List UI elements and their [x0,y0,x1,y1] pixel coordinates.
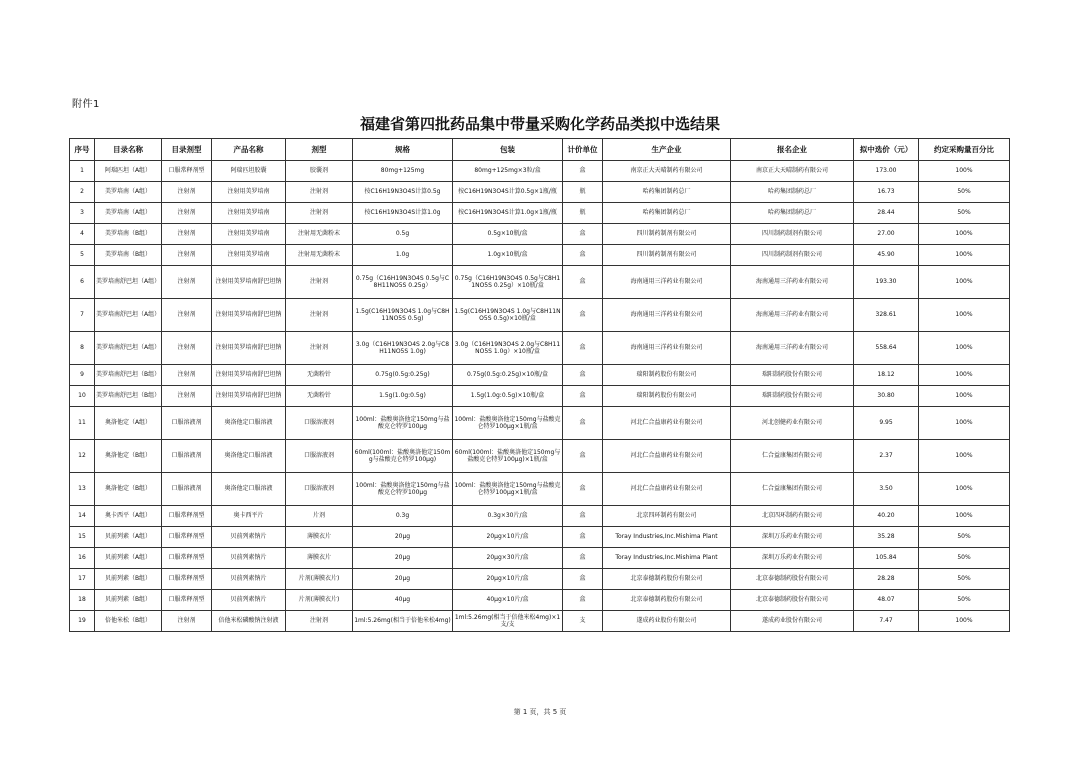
manufacturer-cell: 瑞阳制药股份有限公司 [603,365,731,386]
proposed-price-cell: 328.61 [854,299,919,332]
catalog-name-cell: 倍他米松（B组） [95,611,162,632]
applicant-company-cell: 哈药集团制药总厂 [731,182,854,203]
table-row [70,506,1010,527]
pricing-unit-cell: 盒 [563,473,603,506]
specification-cell: 20μg [353,527,453,548]
table-row [70,203,1010,224]
dosage-form-cell: 注射剂 [286,299,353,332]
dosage-form-cell: 注射剂 [286,182,353,203]
applicant-company-cell: 四川制药制剂有限公司 [731,224,854,245]
manufacturer-cell: 四川制药制剂有限公司 [603,224,731,245]
page-footer: 第 1 页，共 5 页 [513,708,567,716]
manufacturer-cell: 海南通用三洋药业有限公司 [603,299,731,332]
product-name-cell: 注射用美罗培南 [212,224,286,245]
catalog-dosage-form-cell: 注射剂 [162,365,212,386]
pricing-unit-cell: 盒 [563,407,603,440]
specification-cell: 1ml:5.26mg(相当于倍他米松4mg) [353,611,453,632]
dosage-form-cell: 注射用无菌粉末 [286,245,353,266]
specification-cell: 按C16H19N3O4S计算0.5g [353,182,453,203]
table-row [70,182,1010,203]
product-name-cell: 注射用美罗培南 [212,245,286,266]
packaging-cell: 20μg×30片/盒 [453,548,563,569]
catalog-dosage-form-cell: 注射剂 [162,299,212,332]
manufacturer-cell: Toray Industries,Inc.Mishima Plant [603,548,731,569]
manufacturer-cell: 河北仁合益康药业有限公司 [603,473,731,506]
catalog-name-cell: 美罗培南舒巴坦（B组） [95,365,162,386]
specification-cell: 0.75g（C16H19N3O4S 0.5g与C8H11NO5S 0.25g） [353,266,453,299]
dosage-form-cell: 薄膜衣片 [286,548,353,569]
catalog-dosage-form-cell: 口服常释剂型 [162,506,212,527]
dosage-form-cell: 注射剂 [286,332,353,365]
table-row [70,161,1010,182]
agreed-volume-percent-cell: 50% [919,590,1010,611]
row-number-cell: 14 [70,506,95,527]
specification-cell: 20μg [353,569,453,590]
pricing-unit-cell: 盒 [563,569,603,590]
row-number-cell: 9 [70,365,95,386]
dosage-form-cell: 胶囊剂 [286,161,353,182]
agreed-volume-percent-cell: 50% [919,527,1010,548]
row-number-cell: 4 [70,224,95,245]
applicant-company-cell: 仁合益康集团有限公司 [731,440,854,473]
applicant-company-cell: 深圳万乐药业有限公司 [731,527,854,548]
product-name-cell: 贝前列素钠片 [212,548,286,569]
agreed-volume-percent-cell: 100% [919,440,1010,473]
catalog-dosage-form-cell: 注射剂 [162,182,212,203]
specification-cell: 100ml：盐酸奥洛他定150mg与盐酸克仑特罗100μg [353,407,453,440]
catalog-name-cell: 美罗培南（B组） [95,245,162,266]
catalog-dosage-form-cell: 注射剂 [162,386,212,407]
header-cell: 包装 [453,139,563,161]
specification-cell: 0.3g [353,506,453,527]
agreed-volume-percent-cell: 100% [919,473,1010,506]
pricing-unit-cell: 瓶 [563,182,603,203]
catalog-dosage-form-cell: 口服常释剂型 [162,569,212,590]
packaging-cell: 1.0g×10瓶/盒 [453,245,563,266]
agreed-volume-percent-cell: 100% [919,611,1010,632]
catalog-dosage-form-cell: 口服溶液剂 [162,440,212,473]
table-row [70,332,1010,365]
specification-cell: 1.5g(C16H19N3O4S 1.0g与C8H11NO5S 0.5g) [353,299,453,332]
manufacturer-cell: 北京四环制药有限公司 [603,506,731,527]
manufacturer-cell: 海南通用三洋药业有限公司 [603,266,731,299]
header-cell: 约定采购量百分比 [919,139,1010,161]
product-name-cell: 注射用美罗培南舒巴坦钠 [212,365,286,386]
catalog-dosage-form-cell: 口服溶液剂 [162,473,212,506]
applicant-company-cell: 四川制药制剂有限公司 [731,245,854,266]
applicant-company-cell: 海南通用三洋药业有限公司 [731,332,854,365]
catalog-name-cell: 美罗培南（A组） [95,203,162,224]
row-number-cell: 3 [70,203,95,224]
proposed-price-cell: 48.07 [854,590,919,611]
agreed-volume-percent-cell: 100% [919,386,1010,407]
packaging-cell: 100ml：盐酸奥洛他定150mg与盐酸克仑特罗100μg×1瓶/盒 [453,473,563,506]
header-cell: 报名企业 [731,139,854,161]
specification-cell: 3.0g（C16H19N3O4S 2.0g与C8H11NO5S 1.0g) [353,332,453,365]
agreed-volume-percent-cell: 100% [919,224,1010,245]
dosage-form-cell: 片剂(薄膜衣片) [286,590,353,611]
table-row [70,611,1010,632]
table-header-row [70,139,1010,161]
pricing-unit-cell: 瓶 [563,203,603,224]
product-name-cell: 阿瑞匹坦胶囊 [212,161,286,182]
applicant-company-cell: 瑞阳制药股份有限公司 [731,365,854,386]
table-row [70,569,1010,590]
proposed-price-cell: 28.28 [854,569,919,590]
applicant-company-cell: 海南通用三洋药业有限公司 [731,266,854,299]
proposed-price-cell: 16.73 [854,182,919,203]
agreed-volume-percent-cell: 50% [919,182,1010,203]
pricing-unit-cell: 盒 [563,506,603,527]
product-name-cell: 贝前列素钠片 [212,527,286,548]
applicant-company-cell: 南京正大天晴制药有限公司 [731,161,854,182]
manufacturer-cell: 河北仁合益康药业有限公司 [603,407,731,440]
catalog-dosage-form-cell: 口服常释剂型 [162,548,212,569]
table-row [70,590,1010,611]
product-name-cell: 注射用美罗培南舒巴坦钠 [212,266,286,299]
agreed-volume-percent-cell: 100% [919,299,1010,332]
pricing-unit-cell: 盒 [563,332,603,365]
applicant-company-cell: 瑞阳制药股份有限公司 [731,386,854,407]
row-number-cell: 10 [70,386,95,407]
catalog-name-cell: 奥卡西平（A组） [95,506,162,527]
agreed-volume-percent-cell: 100% [919,266,1010,299]
table-row [70,266,1010,299]
pricing-unit-cell: 支 [563,611,603,632]
row-number-cell: 13 [70,473,95,506]
row-number-cell: 17 [70,569,95,590]
pricing-unit-cell: 盒 [563,548,603,569]
packaging-cell: 80mg+125mg×3粒/盒 [453,161,563,182]
header-cell: 拟中选价（元） [854,139,919,161]
catalog-name-cell: 贝前列素（B组） [95,569,162,590]
dosage-form-cell: 口服溶液剂 [286,407,353,440]
catalog-name-cell: 美罗培南（B组） [95,224,162,245]
dosage-form-cell: 片剂(薄膜衣片) [286,569,353,590]
header-cell: 计价单位 [563,139,603,161]
pricing-unit-cell: 盒 [563,386,603,407]
applicant-company-cell: 北京泰德制药股份有限公司 [731,569,854,590]
specification-cell: 0.75g(0.5g:0.25g) [353,365,453,386]
packaging-cell: 1.5g(1.0g:0.5g)×10瓶/盒 [453,386,563,407]
specification-cell: 1.5g(1.0g:0.5g) [353,386,453,407]
applicant-company-cell: 北京四环制药有限公司 [731,506,854,527]
dosage-form-cell: 注射剂 [286,266,353,299]
packaging-cell: 40μg×10片/盒 [453,590,563,611]
table-row [70,527,1010,548]
catalog-name-cell: 美罗培南（A组） [95,182,162,203]
agreed-volume-percent-cell: 100% [919,407,1010,440]
packaging-cell: 按C16H19N3O4S计算1.0g×1瓶/瓶 [453,203,563,224]
agreed-volume-percent-cell: 100% [919,245,1010,266]
proposed-price-cell: 35.28 [854,527,919,548]
catalog-name-cell: 奥洛他定（A组） [95,407,162,440]
catalog-name-cell: 奥洛他定（B组） [95,473,162,506]
row-number-cell: 8 [70,332,95,365]
catalog-name-cell: 美罗培南舒巴坦（A组） [95,332,162,365]
packaging-cell: 0.3g×30片/盒 [453,506,563,527]
packaging-cell: 0.75g（C16H19N3O4S 0.5g与C8H11NO5S 0.25g）×10瓶/盒 [453,266,563,299]
packaging-cell: 60ml(100ml：盐酸奥洛他定150mg与盐酸克仑特罗100μg)×1瓶/盒 [453,440,563,473]
catalog-dosage-form-cell: 注射剂 [162,266,212,299]
pricing-unit-cell: 盒 [563,245,603,266]
table-row [70,407,1010,440]
applicant-company-cell: 遂成药业股份有限公司 [731,611,854,632]
pricing-unit-cell: 盒 [563,365,603,386]
catalog-dosage-form-cell: 注射剂 [162,224,212,245]
table-row [70,548,1010,569]
proposed-price-cell: 3.50 [854,473,919,506]
product-name-cell: 注射用美罗培南舒巴坦钠 [212,332,286,365]
proposed-price-cell: 2.37 [854,440,919,473]
header-cell: 序号 [70,139,95,161]
document-title: 福建省第四批药品集中带量采购化学药品类拟中选结果 [359,115,720,133]
packaging-cell: 1ml:5.26mg(相当于倍他米松4mg)×1支/支 [453,611,563,632]
applicant-company-cell: 仁合益康集团有限公司 [731,473,854,506]
header-cell: 产品名称 [212,139,286,161]
applicant-company-cell: 深圳万乐药业有限公司 [731,548,854,569]
proposed-price-cell: 27.00 [854,224,919,245]
dosage-form-cell: 片剂 [286,506,353,527]
proposed-price-cell: 173.00 [854,161,919,182]
applicant-company-cell: 海南通用三洋药业有限公司 [731,299,854,332]
proposed-price-cell: 28.44 [854,203,919,224]
catalog-name-cell: 贝前列素（B组） [95,590,162,611]
packaging-cell: 按C16H19N3O4S计算0.5g×1瓶/瓶 [453,182,563,203]
specification-cell: 1.0g [353,245,453,266]
product-name-cell: 奥洛他定口服溶液 [212,407,286,440]
catalog-dosage-form-cell: 注射剂 [162,203,212,224]
specification-cell: 按C16H19N3O4S计算1.0g [353,203,453,224]
table-row [70,386,1010,407]
product-name-cell: 奥洛他定口服溶液 [212,440,286,473]
manufacturer-cell: 北京泰德制药股份有限公司 [603,590,731,611]
row-number-cell: 7 [70,299,95,332]
catalog-dosage-form-cell: 口服常释剂型 [162,527,212,548]
catalog-name-cell: 奥洛他定（B组） [95,440,162,473]
packaging-cell: 0.5g×10瓶/盒 [453,224,563,245]
manufacturer-cell: 哈药集团制药总厂 [603,203,731,224]
agreed-volume-percent-cell: 100% [919,332,1010,365]
proposed-price-cell: 9.95 [854,407,919,440]
packaging-cell: 20μg×10片/盒 [453,527,563,548]
dosage-form-cell: 无菌粉针 [286,365,353,386]
manufacturer-cell: 南京正大天晴制药有限公司 [603,161,731,182]
table-body [70,161,1010,632]
catalog-dosage-form-cell: 口服常释剂型 [162,161,212,182]
row-number-cell: 2 [70,182,95,203]
manufacturer-cell: Toray Industries,Inc.Mishima Plant [603,527,731,548]
row-number-cell: 18 [70,590,95,611]
proposed-price-cell: 30.80 [854,386,919,407]
row-number-cell: 6 [70,266,95,299]
product-name-cell: 注射用美罗培南舒巴坦钠 [212,299,286,332]
row-number-cell: 5 [70,245,95,266]
product-name-cell: 贝前列素钠片 [212,569,286,590]
agreed-volume-percent-cell: 100% [919,506,1010,527]
dosage-form-cell: 注射剂 [286,611,353,632]
header-cell: 规格 [353,139,453,161]
proposed-price-cell: 193.30 [854,266,919,299]
manufacturer-cell: 四川制药制剂有限公司 [603,245,731,266]
manufacturer-cell: 瑞阳制药股份有限公司 [603,386,731,407]
packaging-cell: 0.75g(0.5g:0.25g)×10瓶/盒 [453,365,563,386]
header-cell: 目录剂型 [162,139,212,161]
row-number-cell: 19 [70,611,95,632]
catalog-dosage-form-cell: 注射剂 [162,332,212,365]
table-row [70,245,1010,266]
specification-cell: 20μg [353,548,453,569]
agreed-volume-percent-cell: 100% [919,365,1010,386]
agreed-volume-percent-cell: 50% [919,569,1010,590]
product-name-cell: 贝前列素钠片 [212,590,286,611]
product-name-cell: 注射用美罗培南 [212,203,286,224]
product-name-cell: 注射用美罗培南舒巴坦钠 [212,386,286,407]
proposed-price-cell: 558.64 [854,332,919,365]
pricing-unit-cell: 盒 [563,224,603,245]
pricing-unit-cell: 盒 [563,299,603,332]
header-cell: 生产企业 [603,139,731,161]
row-number-cell: 12 [70,440,95,473]
catalog-dosage-form-cell: 口服常释剂型 [162,590,212,611]
header-cell: 剂型 [286,139,353,161]
pricing-unit-cell: 盒 [563,266,603,299]
table-row [70,224,1010,245]
proposed-price-cell: 45.90 [854,245,919,266]
agreed-volume-percent-cell: 50% [919,203,1010,224]
row-number-cell: 1 [70,161,95,182]
row-number-cell: 16 [70,548,95,569]
applicant-company-cell: 北京泰德制药股份有限公司 [731,590,854,611]
table-row [70,365,1010,386]
header-cell: 目录名称 [95,139,162,161]
table-row [70,440,1010,473]
catalog-name-cell: 贝前列素（A组） [95,527,162,548]
proposed-price-cell: 7.47 [854,611,919,632]
pricing-unit-cell: 盒 [563,161,603,182]
dosage-form-cell: 口服溶液剂 [286,473,353,506]
dosage-form-cell: 口服溶液剂 [286,440,353,473]
pricing-unit-cell: 盒 [563,440,603,473]
dosage-form-cell: 注射剂 [286,203,353,224]
catalog-dosage-form-cell: 口服溶液剂 [162,407,212,440]
product-name-cell: 奥卡西平片 [212,506,286,527]
product-name-cell: 奥洛他定口服溶液 [212,473,286,506]
specification-cell: 100ml：盐酸奥洛他定150mg与盐酸克仑特罗100μg [353,473,453,506]
results-table [69,138,1010,632]
catalog-name-cell: 美罗培南舒巴坦（A组） [95,266,162,299]
dosage-form-cell: 无菌粉针 [286,386,353,407]
catalog-name-cell: 美罗培南舒巴坦（A组） [95,299,162,332]
applicant-company-cell: 河北创健药业有限公司 [731,407,854,440]
pricing-unit-cell: 盒 [563,527,603,548]
proposed-price-cell: 18.12 [854,365,919,386]
proposed-price-cell: 105.84 [854,548,919,569]
table-row [70,473,1010,506]
packaging-cell: 100ml：盐酸奥洛他定150mg与盐酸克仑特罗100μg×1瓶/盒 [453,407,563,440]
catalog-name-cell: 美罗培南舒巴坦（B组） [95,386,162,407]
dosage-form-cell: 注射用无菌粉末 [286,224,353,245]
packaging-cell: 20μg×10片/盒 [453,569,563,590]
agreed-volume-percent-cell: 50% [919,548,1010,569]
dosage-form-cell: 薄膜衣片 [286,527,353,548]
proposed-price-cell: 40.20 [854,506,919,527]
catalog-name-cell: 贝前列素（A组） [95,548,162,569]
specification-cell: 40μg [353,590,453,611]
catalog-name-cell: 阿瑞匹坦（A组） [95,161,162,182]
catalog-dosage-form-cell: 注射剂 [162,611,212,632]
packaging-cell: 3.0g（C16H19N3O4S 2.0g与C8H11NO5S 1.0g）×10瓶/盒 [453,332,563,365]
manufacturer-cell: 北京泰德制药股份有限公司 [603,569,731,590]
manufacturer-cell: 遂成药业股份有限公司 [603,611,731,632]
catalog-dosage-form-cell: 注射剂 [162,245,212,266]
packaging-cell: 1.5g(C16H19N3O4S 1.0g与C8H11NO5S 0.5g)×10瓶/盒 [453,299,563,332]
pricing-unit-cell: 盒 [563,590,603,611]
specification-cell: 80mg+125mg [353,161,453,182]
agreed-volume-percent-cell: 100% [919,161,1010,182]
annex-label: 附件1 [72,99,100,110]
table-row [70,299,1010,332]
manufacturer-cell: 河北仁合益康药业有限公司 [603,440,731,473]
manufacturer-cell: 海南通用三洋药业有限公司 [603,332,731,365]
manufacturer-cell: 哈药集团制药总厂 [603,182,731,203]
applicant-company-cell: 哈药集团制药总厂 [731,203,854,224]
specification-cell: 0.5g [353,224,453,245]
product-name-cell: 注射用美罗培南 [212,182,286,203]
row-number-cell: 15 [70,527,95,548]
row-number-cell: 11 [70,407,95,440]
product-name-cell: 倍他米松磷酸钠注射液 [212,611,286,632]
specification-cell: 60ml(100ml：盐酸奥洛他定150mg与盐酸克仑特罗100μg) [353,440,453,473]
